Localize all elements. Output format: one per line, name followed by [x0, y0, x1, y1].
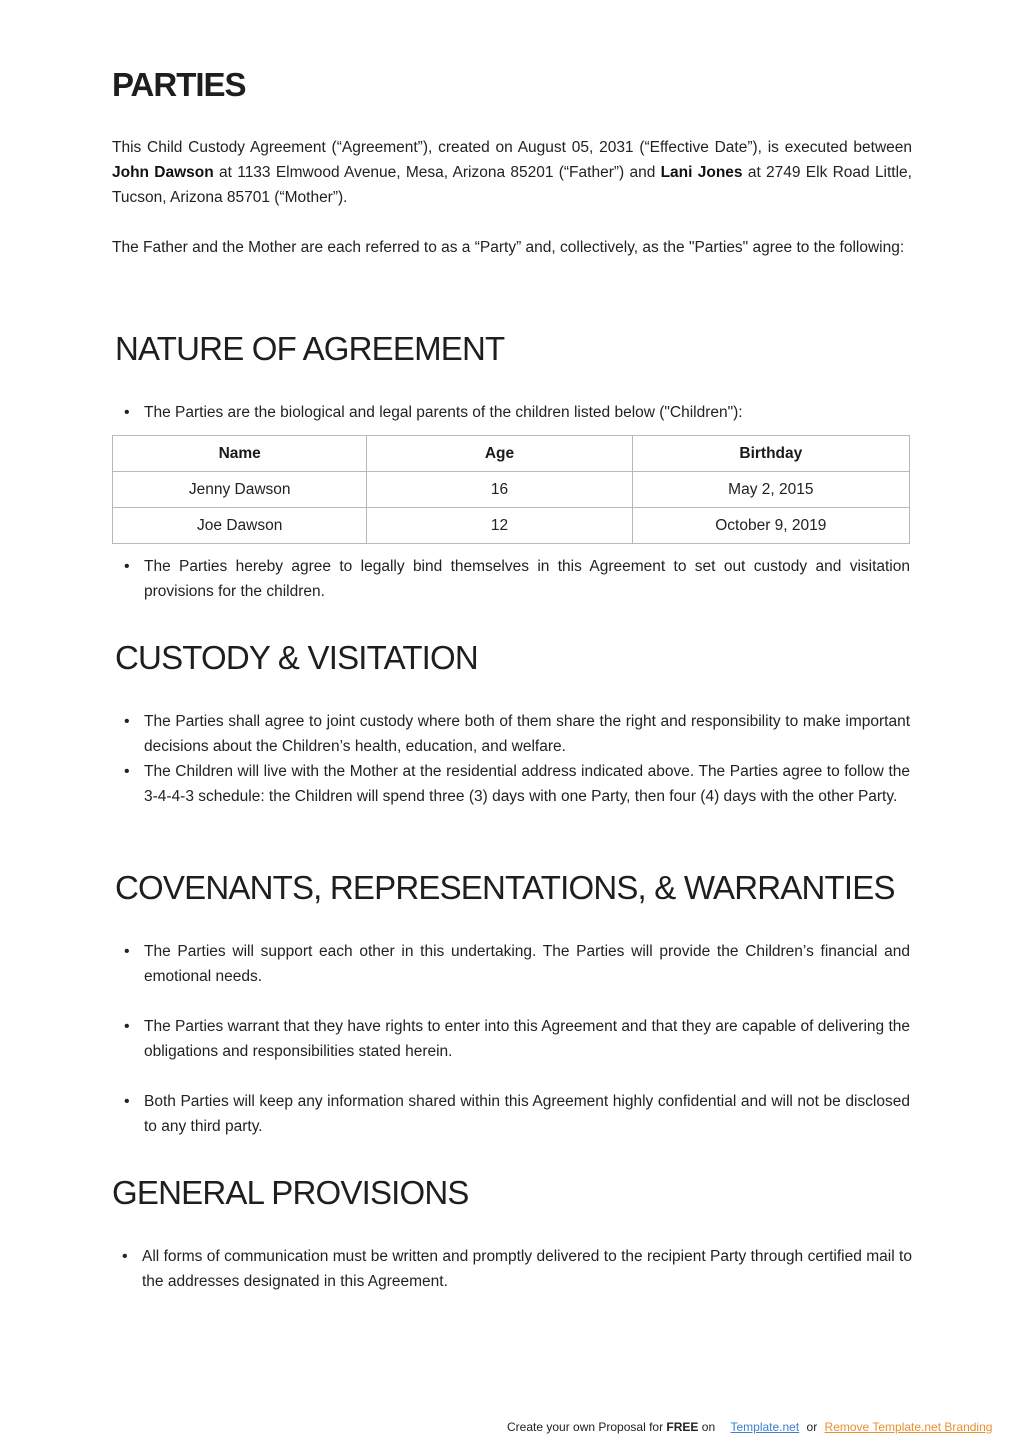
father-name: John Dawson: [112, 164, 214, 181]
mother-name: Lani Jones: [660, 164, 743, 181]
cell-name: Jenny Dawson: [113, 472, 367, 508]
heading-nature-of-agreement: NATURE OF AGREEMENT: [115, 330, 505, 367]
template-net-link[interactable]: Template.net: [730, 1420, 800, 1434]
table-row: [113, 508, 910, 544]
heading-custody-visitation: CUSTODY & VISITATION: [115, 639, 478, 676]
heading-general-provisions: GENERAL PROVISIONS: [112, 1174, 469, 1211]
covenants-list: [112, 939, 910, 1164]
parties-text-2: at 1133 Elmwood Avenue, Mesa, Arizona 85201 (“Father”) and: [213, 164, 661, 181]
general-list: [112, 1244, 912, 1294]
column-header-birthday: Birthday: [632, 436, 909, 472]
custody-list: [112, 709, 910, 809]
column-header-name: Name: [113, 436, 367, 472]
parties-paragraph: [112, 135, 912, 210]
list-item: • Both Parties will keep any information shared within this Agreement highly confidential and will not be disclosed to any third party.: [144, 1089, 910, 1139]
table-header-row: [113, 436, 910, 472]
children-table: [112, 435, 910, 544]
parties-text-3: at 2749 Elk Road Little, Tucson, Arizona 85701 (“Mother”).: [112, 164, 912, 206]
cell-age: 12: [367, 508, 632, 544]
list-item: • The Parties shall agree to joint custody where both of them share the right and responsibility to make important decisions about the Children’s health, education, and welfare.: [144, 709, 910, 759]
list-item: • The Children will live with the Mother at the residential address indicated above. The Parties agree to follow the 3-4-4-3 schedule: the Children will spend three (3) days with one Party, then four (4) days with the other Party.: [144, 759, 910, 809]
list-item: • The Parties will support each other in this undertaking. The Parties will provide the Children’s financial and emotional needs.: [144, 939, 910, 989]
cell-name: Joe Dawson: [113, 508, 367, 544]
cell-birthday: October 9, 2019: [632, 508, 909, 544]
list-item: • All forms of communication must be written and promptly delivered to the recipient Party through certified mail to the addresses designated in this Agreement.: [142, 1244, 912, 1294]
footer-free: FREE: [666, 1420, 699, 1434]
cell-birthday: May 2, 2015: [632, 472, 909, 508]
footer-or: or: [806, 1420, 818, 1434]
remove-branding-link[interactable]: Remove Template.net Branding: [824, 1420, 993, 1434]
column-header-age: Age: [367, 436, 632, 472]
parties-definition-paragraph: The Father and the Mother are each referred to as a “Party” and, collectively, as the "Parties" agree to the following:: [112, 239, 905, 256]
heading-covenants: COVENANTS, REPRESENTATIONS, & WARRANTIES: [115, 869, 895, 906]
list-item: • The Parties hereby agree to legally bind themselves in this Agreement to set out custody and visitation provisions for the children.: [144, 554, 910, 604]
nature-list-1: [112, 400, 910, 425]
branding-footer: [507, 1420, 992, 1434]
parties-text-1: This Child Custody Agreement (“Agreement”), created on August 05, 2031 (“Effective Date”), is executed between: [112, 139, 912, 156]
heading-parties: PARTIES: [112, 66, 246, 103]
nature-list-2: [112, 554, 910, 604]
cell-age: 16: [367, 472, 632, 508]
list-item: • The Parties are the biological and legal parents of the children listed below ("Children"):: [144, 400, 910, 425]
footer-text: Create your own Proposal for: [507, 1420, 667, 1434]
list-item: • The Parties warrant that they have rights to enter into this Agreement and that they are capable of delivering the obligations and responsibilities stated herein.: [144, 1014, 910, 1064]
footer-on: on: [698, 1420, 716, 1434]
table-row: [113, 472, 910, 508]
